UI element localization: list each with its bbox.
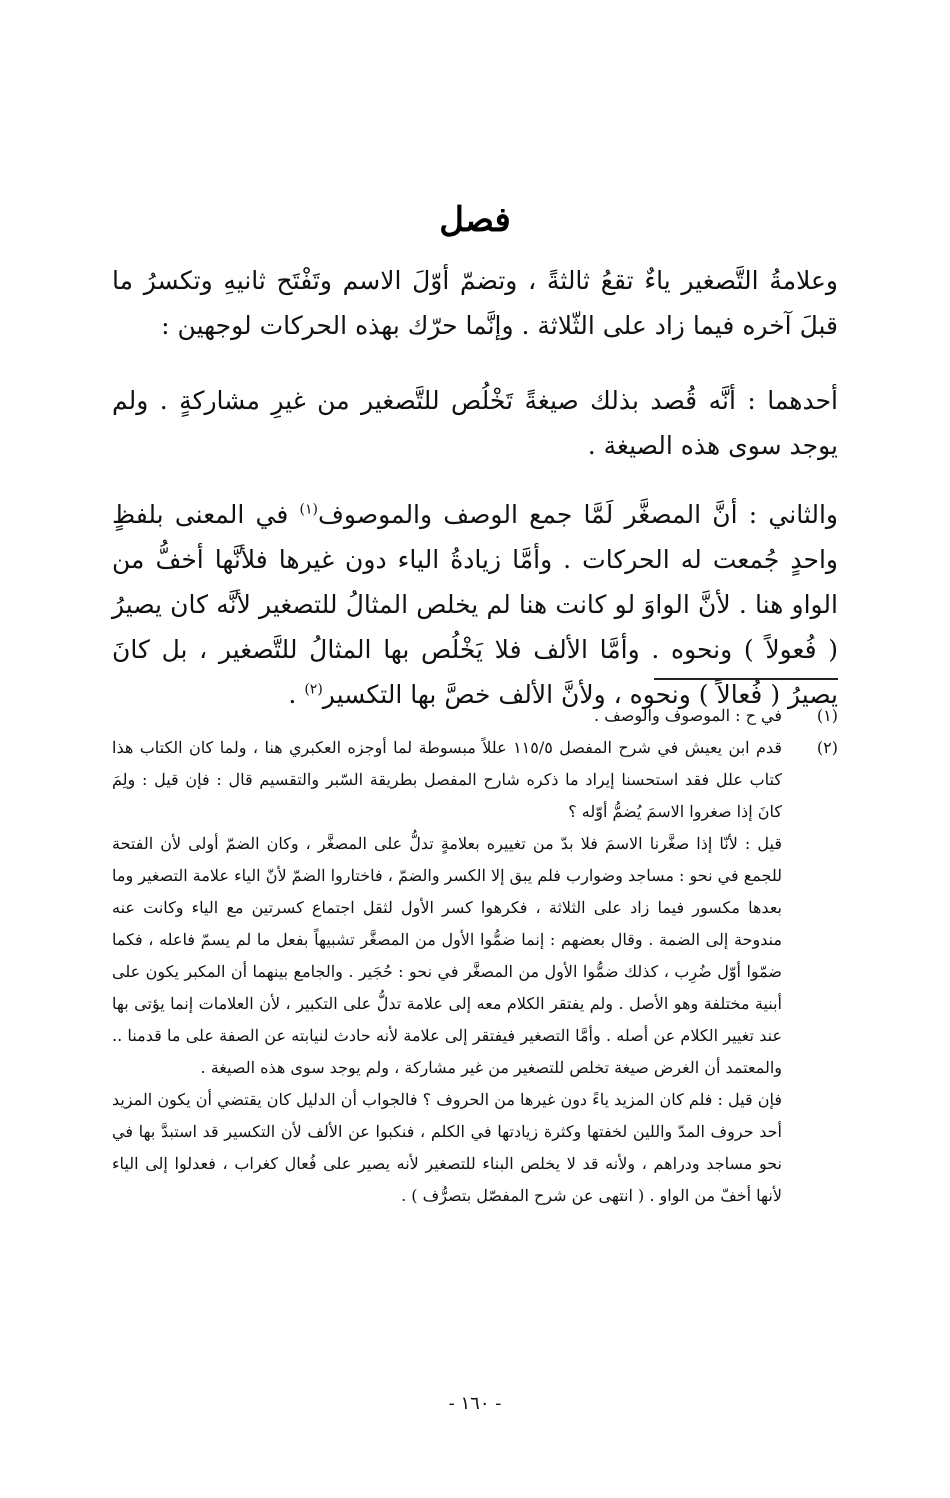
- footnote-text: قدم ابن يعيش في شرح المفصل ١١٥/٥ عللاً مبسوطة لما أوجزه العكبري هنا ، ولما كان الكتاب هذا كتاب علل فقد استحسنا إيراد ما ذكره شارح المفصل بطريقة السّبر والتقسيم قال : فإن قيل : ولِمَ كانَ إذا صغروا الاسمَ يُضمُّ أوّله ؟: [112, 738, 782, 821]
- paragraph-intro: وعلامةُ التَّصغير ياءٌ تقعُ ثالثةً ، وتضمّ أوّلَ الاسم وتَفْتَح ثانيهِ وتكسرُ ما قبلَ آخره فيما زاد على الثّلاثة . وإنَّما حرّك بهذه الحركات لوجهين :: [112, 266, 838, 340]
- footnote-number: (٢): [816, 738, 838, 757]
- page-number: - ١٦٠ -: [448, 1393, 502, 1414]
- paragraph-second-reason: [112, 492, 838, 717]
- paragraph-text: والثاني : أنَّ المصغَّر لَمَّا جمع الوصف والموصوف: [318, 500, 839, 529]
- paragraph-text: في المعنى بلفظٍ واحدٍ جُمعت له الحركات . وأمَّا زيادةُ الياء دون غيرها فلأنَّها أخفُّ من الواو هنا . لأنَّ الواوَ لو كانت هنا لم يخلص المثالُ للتصغير لأنَّه كان يصيرُ ( فُعولاً ) ونحوه . وأمَّا الألف فلا يَخْلُص بها المثالُ للتَّصغير ، بل كانَ يصيرُ ( فُعالاً ) ونحوه ، ولأنَّ الألف خصَّ بها التكسير: [112, 500, 838, 709]
- main-text: [112, 258, 838, 741]
- footnote-1: [112, 700, 838, 732]
- footnote-text: قيل : لأنّا إذا صغَّرنا الاسمَ فلا بدّ من تغييره بعلامةٍ تدلُّ على المصغَّر ، وكان الضمّ أولى لأن الفتحة للجمع في نحو : مساجد وضوارب فلم يبق إلا الكسر والضمّ ، فاختاروا الضمّ لأنّ الياء علامة التصغير وما بعدها مكسور فيما زاد على الثلاثة ، فكرهوا كسر الأول لثقل اجتماع كسرتين مع الياء وكانت عنه مندوحة إلى الضمة . وقال بعضهم : إنما ضمُّوا الأول من المصغَّر تشبيهاً بفعل ما لم يسمّ فاعله ، فكما ضمّوا أوّل ضُرِب ، كذلك ضمُّوا الأول من المصغَّر في نحو : حُجَير . والجامع بينهما أن المكبر يكون على أبنية مختلفة وهو الأصل . ولم يفتقر الكلام معه إلى علامة تدلُّ على التكبير ، لأن العلامات إنما يؤتى بها عند تغيير الكلام عن أصله . وأمَّا التصغير فيفتقر إلى علامة لأنه حادث لنيابته عن الصفة على ما قدمنا .. والمعتمد أن الغرض صيغة تخلص للتصغير من غير مشاركة ، ولم يوجد سوى هذه الصيغة .: [112, 834, 783, 1077]
- footnote-text: فإن قيل : فلم كان المزيد ياءً دون غيرها من الحروف ؟ فالجواب أن الدليل كان يقتضي أن يكون المزيد أحد حروف المدّ واللين لخفتها وكثرة زيادتها في الكلم ، فنكبوا عن الألف لأن التكسير قد استبدَّ بها في نحو مساجد ودراهم ، ولأنه قد لا يخلص البناء للتصغير لأنه يصير على فُعال كغراب ، فعدلوا إلى الياء لأنها أخفّ من الواو . ( انتهى عن شرح المفصّل بتصرُّف ) .: [112, 1090, 783, 1205]
- footnote-text: في ح : الموصوف والوصف .: [594, 706, 782, 725]
- footnote-number: (١): [816, 706, 838, 725]
- paragraph-text: .: [288, 680, 305, 709]
- footnote-2: [112, 732, 838, 1212]
- footnote-ref-2[interactable]: (٢): [304, 681, 323, 698]
- footnotes: [112, 700, 838, 1212]
- footnote-divider: [654, 678, 838, 680]
- paragraph-first-reason: أحدهما : أنَّه قُصد بذلك صيغةً تَخْلُص للتَّصغير من غيرِ مشاركةٍ . ولم يوجد سوى هذه الصيغة .: [112, 386, 838, 460]
- section-heading: فصل: [439, 200, 511, 240]
- footnote-ref-1[interactable]: (١): [299, 501, 319, 518]
